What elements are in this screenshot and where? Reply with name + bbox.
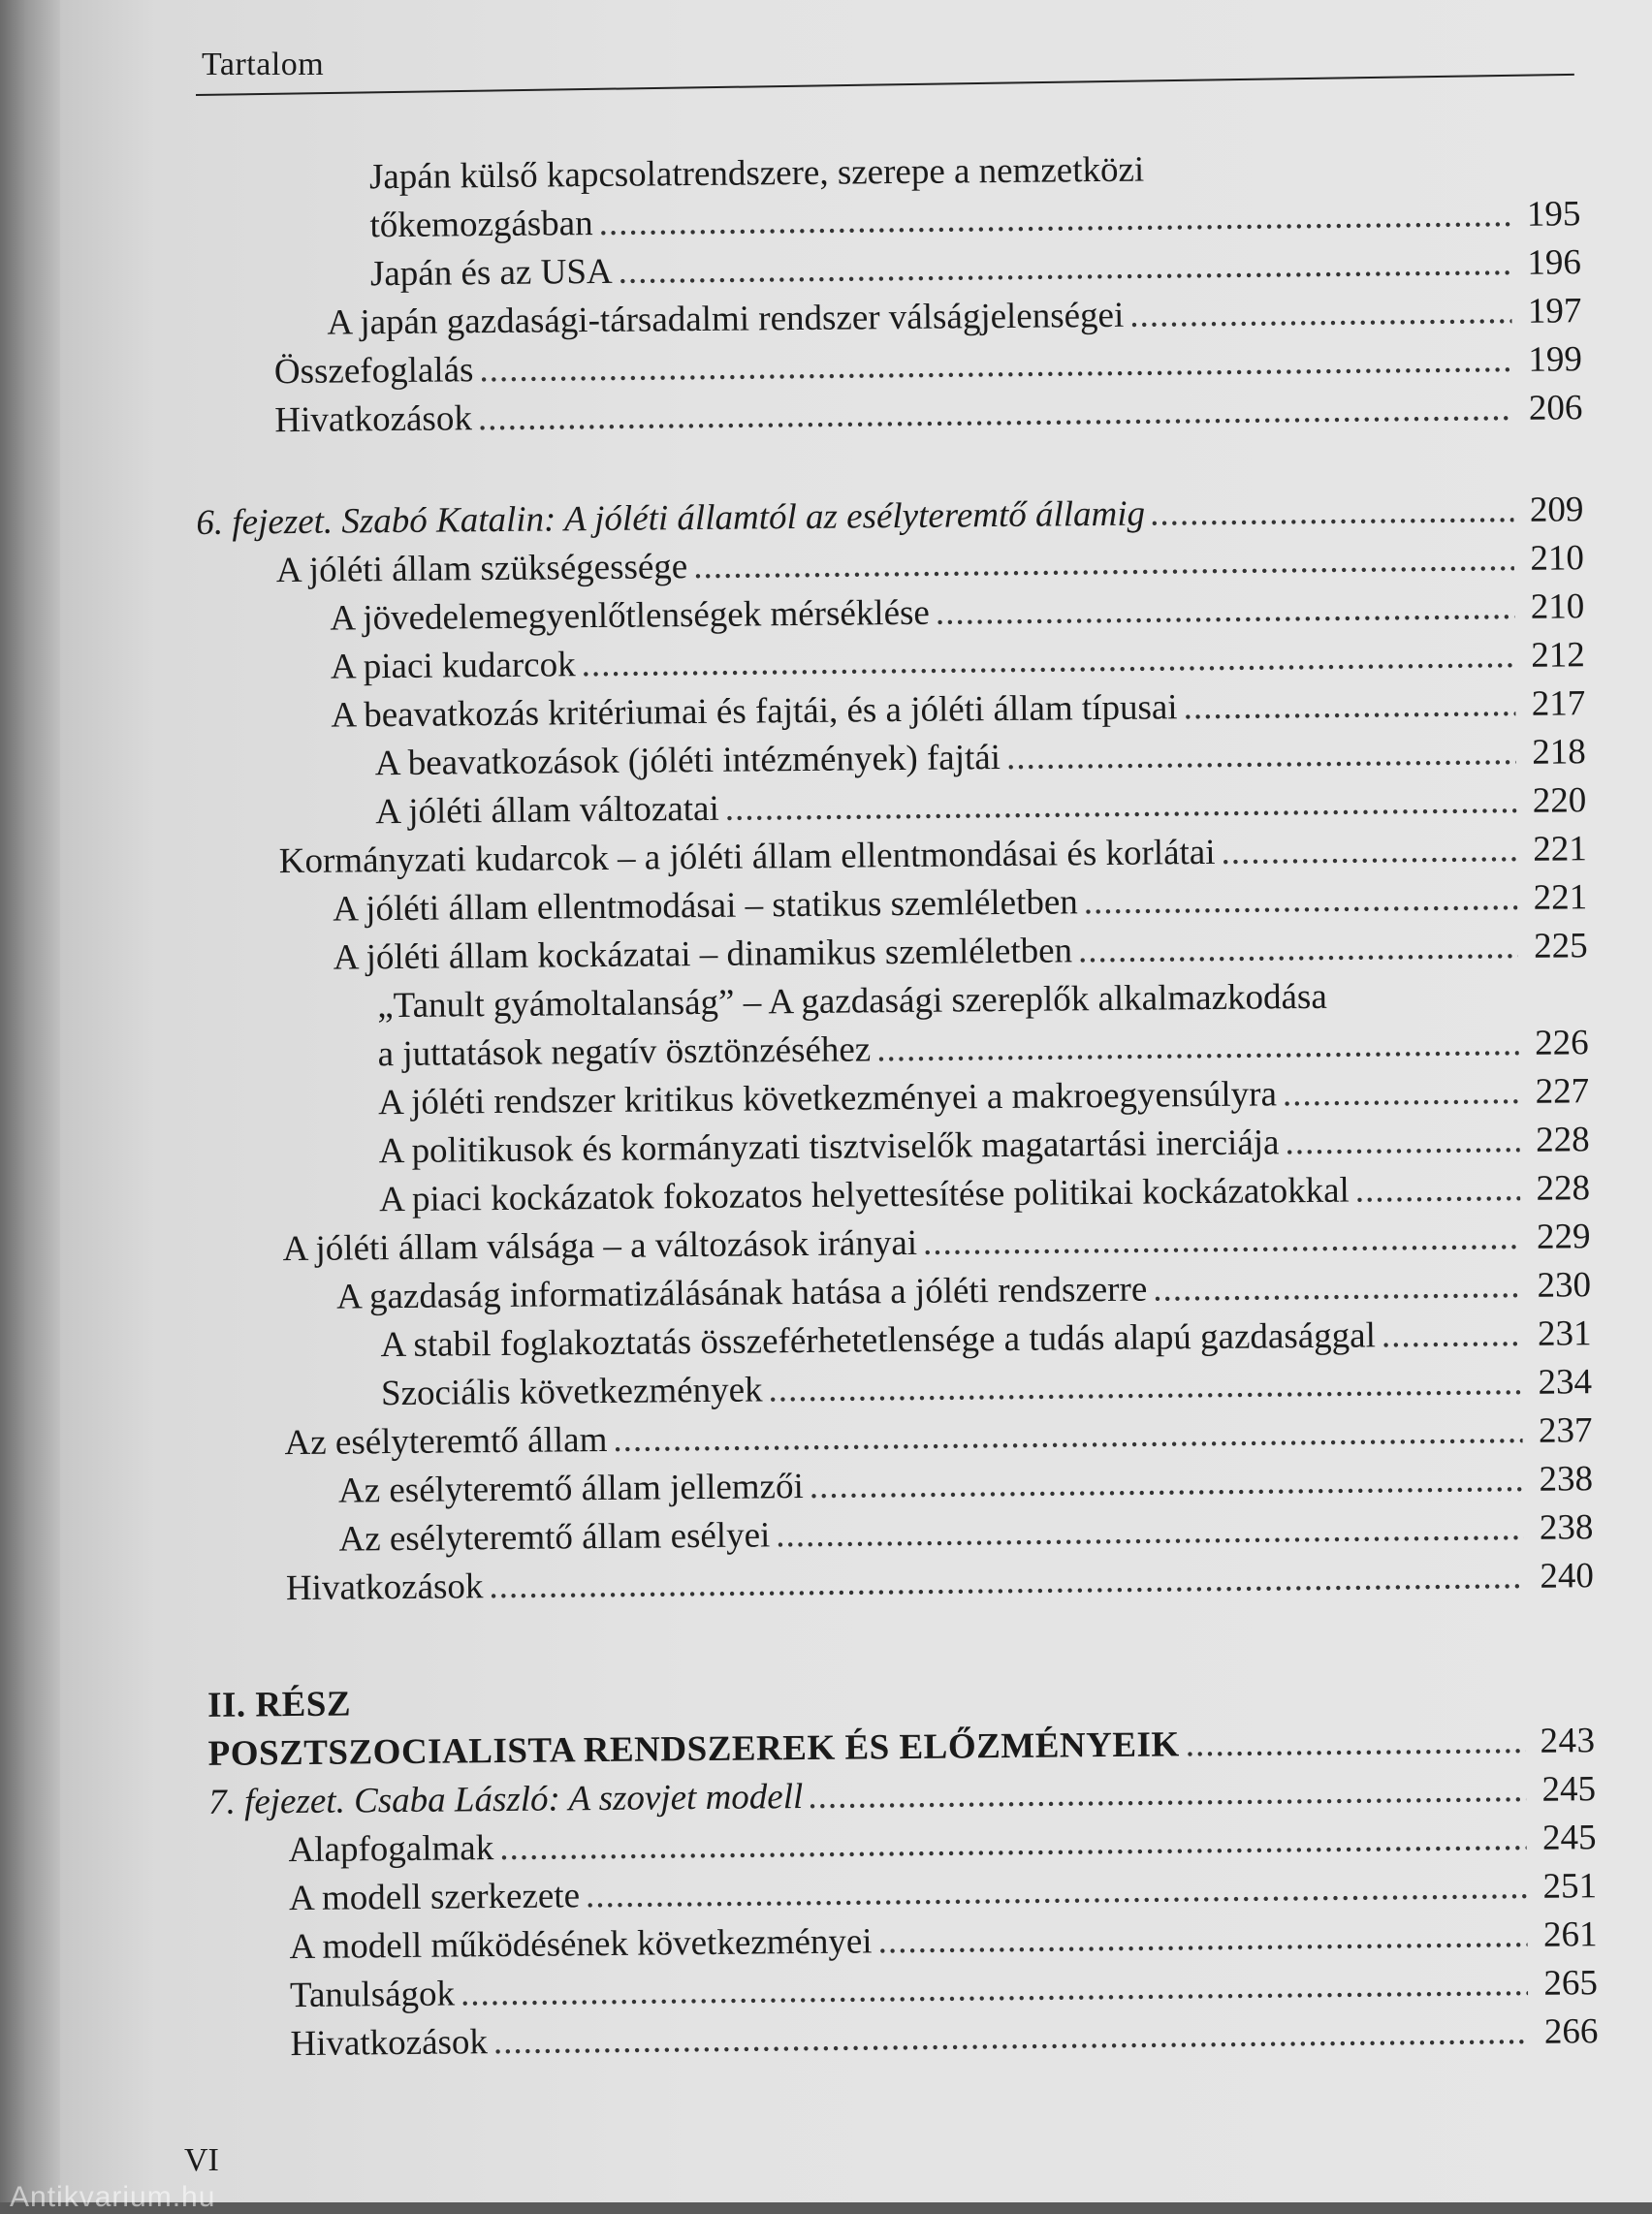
toc-entry-page: 228 [1536,1168,1591,1209]
toc-entry-page: 196 [1527,242,1582,283]
watermark: Antikvarium.hu [10,2181,216,2213]
toc-leader [776,1504,1524,1560]
toc-entry-page: 238 [1539,1507,1594,1548]
toc-entry-page: 218 [1532,732,1586,773]
toc-entry-title: A beavatkozások (jóléti intézmények) fajtái [374,738,1001,784]
toc-entry-title: Hivatkozások [274,398,473,441]
toc-entry-title: Kormányzati kudarcok – a jóléti állam ellentmondásai és korlátai [278,832,1216,882]
toc-leader [768,1359,1522,1414]
toc-entry-page: 217 [1531,683,1586,724]
toc-entry-title: Szociális következmények [380,1370,763,1414]
toc-leader [809,1766,1526,1821]
page-gutter-shadow [0,0,68,2202]
toc-entry-page [1531,1703,1595,1704]
toc-entry-page: 228 [1535,1120,1590,1160]
toc-entry-title: Az esélyteremtő állam esélyei [338,1515,771,1560]
toc-entry-title: A jóléti állam változatai [375,788,719,833]
toc-leader [693,535,1514,591]
toc-entry-page: 243 [1540,1721,1596,1761]
toc-entry-page: 238 [1539,1459,1594,1500]
toc-entry-title: Hivatkozások [285,1566,484,1609]
toc-leader [1283,1068,1520,1119]
toc-entry-title: A gazdaság informatizálásának hatása a jóléti rendszerre [335,1269,1148,1317]
toc-leader [1153,1262,1521,1314]
toc-entry-title: Alapfogalmak [288,1828,494,1871]
toc-entry-title: A modell szerkezete [288,1876,581,1919]
toc-entry-page: 237 [1538,1410,1593,1451]
toc-leader [936,584,1515,638]
running-head: Tartalom [202,47,325,82]
toc-entry-title: tőkemozgásban [369,204,593,246]
toc-entry-title: „Tanult gyámoltalanság” – A gazdasági szereplők alkalmazkodása [377,976,1327,1027]
toc-entry-page: 220 [1532,780,1587,821]
toc-entry-title: A jóléti állam válsága – a változások irányai [282,1222,918,1270]
toc-entry-page: 225 [1533,926,1588,966]
toc-entry-page: 226 [1534,1023,1589,1063]
toc-entry-title: A jóléti állam ellentmodásai – statikus szemléletben [333,882,1079,930]
toc-entry-title: A modell működésének következményei [289,1921,873,1968]
toc-entry-page: 210 [1530,538,1585,579]
toc-entry-title: A jóléti állam kockázatai – dinamikus szemléletben [333,931,1073,978]
toc-entry-page: 245 [1541,1818,1597,1858]
toc-entry-page: 209 [1529,490,1584,530]
toc-entry-title: a juttatások negatív ösztönzéséhez [377,1029,872,1075]
toc-leader [478,385,1513,443]
toc-leader [1078,923,1518,975]
toc-entry-title: Az esélyteremtő állam [284,1419,608,1464]
toc-entry-title: A japán gazdasági-társadalmi rendszer válságjelenségei [327,295,1125,343]
toc-leader [725,777,1517,834]
toc-leader [1151,487,1514,539]
toc-entry-page: 210 [1530,586,1585,627]
toc-entry-title: A jövedelemegyenlőtlenségek mérséklése [330,592,931,639]
toc-entry-page: 265 [1543,1963,1599,2004]
toc-entry-page: 266 [1543,2011,1599,2052]
toc-entry-page: 212 [1531,635,1585,676]
toc-entry-page: 206 [1528,388,1583,428]
toc-entry-title: Az esélyteremtő állam jellemzői [337,1467,804,1511]
toc-entry-page: 197 [1527,291,1582,332]
toc-entry-page: 234 [1538,1362,1593,1403]
toc-entry-page: 230 [1537,1265,1592,1306]
toc-leader [1006,729,1516,782]
toc-leader [618,239,1511,297]
toc-entry-title: Hivatkozások [290,2022,489,2065]
toc-entry-page: 229 [1536,1217,1591,1257]
toc-entry-page: 261 [1542,1914,1598,1955]
toc-entry-title: A jóléti rendszer kritikus következményei a makroegyensúlyra [377,1074,1278,1123]
toc-entry-title: Japán külső kapcsolatrendszere, szerepe a nemzetközi [368,149,1145,198]
toc-leader [877,1912,1527,1966]
toc-leader [489,1553,1524,1611]
toc-leader [1084,874,1518,927]
toc-entry-title: A politikusok és kormányzati tisztviselők magatartási inerciája [378,1123,1280,1172]
toc-entry-page: 221 [1533,829,1587,870]
toc-leader [1333,1006,1518,1008]
toc-entry-page: 251 [1542,1866,1598,1907]
toc-leader [876,1020,1519,1074]
toc-entry-page [1516,176,1580,177]
toc-leader [1183,680,1515,732]
toc-leader [598,191,1510,248]
toc-leader [1355,1165,1521,1216]
toc-leader [493,2008,1529,2067]
toc-leader [1129,288,1512,340]
toc-entry-title: Összefoglalás [273,350,474,393]
toc-entry-title: II. RÉSZ [206,1684,352,1725]
toc-entry-page: 195 [1526,194,1581,235]
toc-entry-page: 240 [1540,1556,1595,1597]
toc-entry-page: 227 [1535,1071,1590,1112]
toc-entry-page: 221 [1533,877,1588,918]
toc-leader [581,632,1515,689]
toc-entry-title: A stabil foglakoztatás összeférhetetlensége a tudás alapú gazdasággal [380,1315,1377,1366]
toc-entry-title: Japán és az USA [369,251,613,295]
toc-leader [923,1214,1521,1268]
toc-leader [1285,1117,1520,1167]
toc-entry-title: POSZTSZOCIALISTA RENDSZEREK ÉS ELŐZMÉNYEIK [207,1724,1180,1774]
toc-leader [1185,1718,1525,1769]
toc-entry-title: A jóléti állam szükségessége [275,547,688,591]
toc-leader [357,1704,1525,1716]
toc-leader [1150,177,1510,181]
toc-entry-title: 6. fejezet. Szabó Katalin: A jóléti államtól az esélyteremtő államig [196,493,1146,543]
toc-entry-title: A piaci kudarcok [330,645,576,687]
page-number: VI [184,2142,219,2178]
toc-entry-title: A beavatkozás kritériumai és fajtái, és a jóléti állam típusai [331,687,1178,736]
toc-leader [1221,826,1517,877]
toc-entry-page [1524,1005,1588,1006]
toc-entry-page: 199 [1528,339,1583,380]
toc-leader [613,1407,1523,1465]
toc-entry-title: A piaci kockázatok fokozatos helyettesítése politikai kockázatokkal [378,1170,1350,1220]
toc-leader [1382,1311,1522,1360]
toc-entry-page: 245 [1541,1769,1597,1810]
toc-leader [810,1456,1524,1511]
toc-entry-page: 231 [1537,1313,1592,1354]
toc-entry-title: Tanulságok [289,1974,456,2016]
toc-entry-title: 7. fejezet. Csaba László: A szovjet modell [207,1777,804,1822]
